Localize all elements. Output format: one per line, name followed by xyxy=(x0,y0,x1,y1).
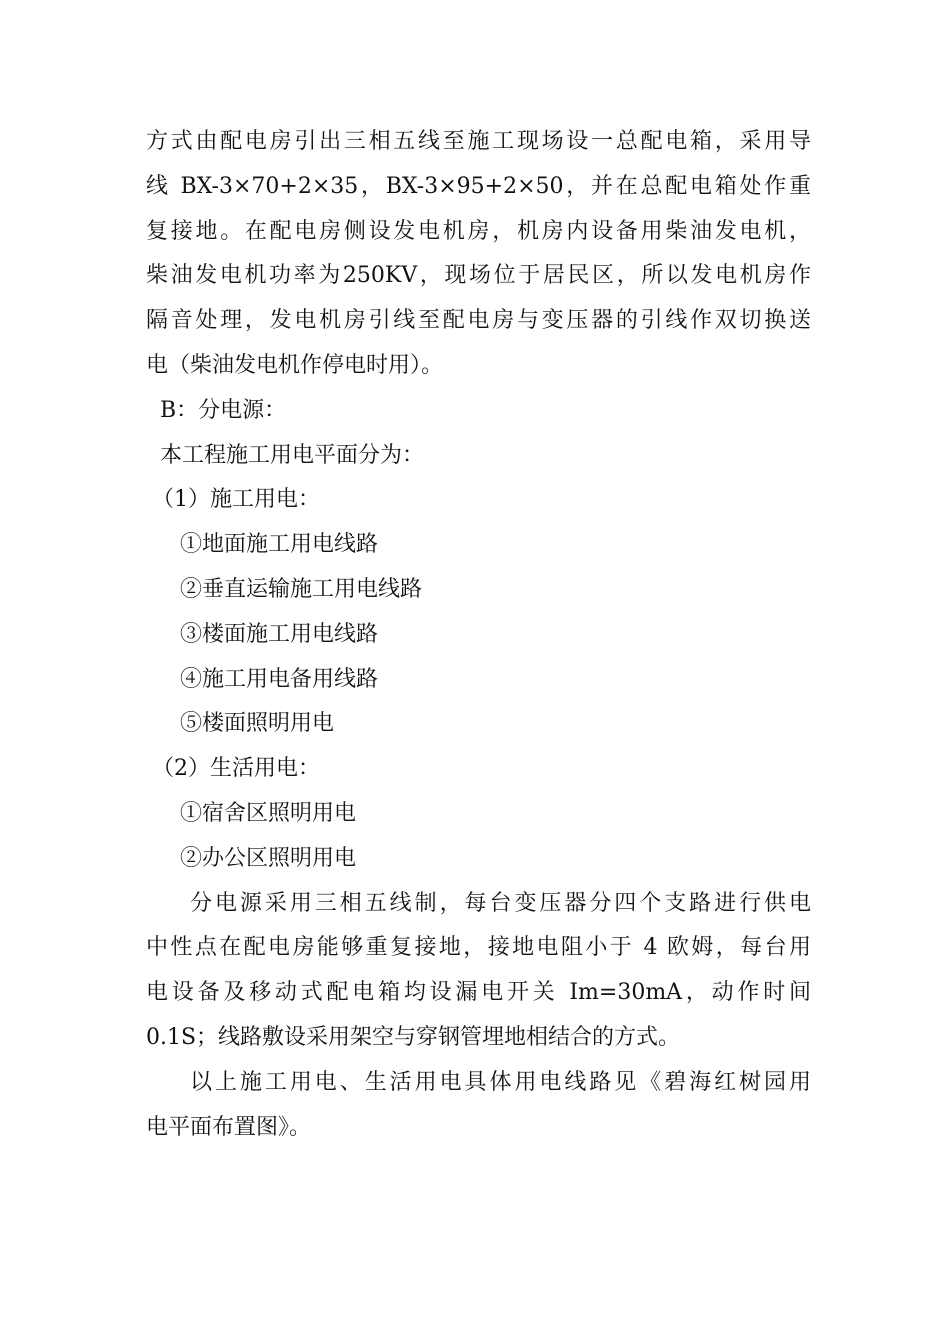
text-line: 分电源采用三相五线制，每台变压器分四个支路进行供电 xyxy=(190,890,811,916)
list-item: ②办公区照明用电 xyxy=(180,845,357,871)
construction-power-heading: （1）施工用电： xyxy=(152,487,320,513)
list-item: ③楼面施工用电线路 xyxy=(180,621,379,647)
section-heading-b: B：分电源： xyxy=(160,397,287,423)
text-line: 电设备及移动式配电箱均设漏电开关 Im=30mA，动作时间 xyxy=(146,980,811,1006)
list-item: ①宿舍区照明用电 xyxy=(180,800,357,826)
text-line: 方式由配电房引出三相五线至施工现场设一总配电箱，采用导 xyxy=(146,129,811,154)
text-line: 柴油发电机功率为250KV，现场位于居民区，所以发电机房作 xyxy=(146,263,811,289)
paragraph-power-source xyxy=(146,120,811,389)
text-line: 电平面布置图》。 xyxy=(146,1114,312,1140)
list-item: ⑤楼面照明用电 xyxy=(180,711,335,737)
text-line: 隔音处理，发电机房引线至配电房与变压器的引线作双切换送 xyxy=(146,308,811,334)
section-intro: 本工程施工用电平面分为： xyxy=(160,442,425,468)
construction-power-list xyxy=(146,523,811,747)
text-line: 以上施工用电、生活用电具体用电线路见《碧海红树园用 xyxy=(190,1069,811,1095)
document-body xyxy=(146,120,811,1150)
living-power-list xyxy=(146,792,811,882)
paragraph-distribution xyxy=(146,882,811,1061)
text-line: 中性点在配电房能够重复接地，接地电阻小于 4 欧姆，每台用 xyxy=(146,935,811,961)
text-line: 复接地。在配电房侧设发电机房，机房内设备用柴油发电机， xyxy=(146,218,811,244)
list-item: ①地面施工用电线路 xyxy=(180,532,379,558)
paragraph-reference xyxy=(146,1061,811,1151)
list-item: ④施工用电备用线路 xyxy=(180,666,379,692)
living-power-heading: （2）生活用电： xyxy=(152,756,320,782)
text-line: 电（柴油发电机作停电时用）。 xyxy=(146,352,444,378)
text-line: 线 BX-3×70+2×35，BX-3×95+2×50，并在总配电箱处作重 xyxy=(146,173,811,199)
list-item: ②垂直运输施工用电线路 xyxy=(180,576,423,602)
text-line: 0.1S；线路敷设采用架空与穿钢管埋地相结合的方式。 xyxy=(146,1024,681,1050)
